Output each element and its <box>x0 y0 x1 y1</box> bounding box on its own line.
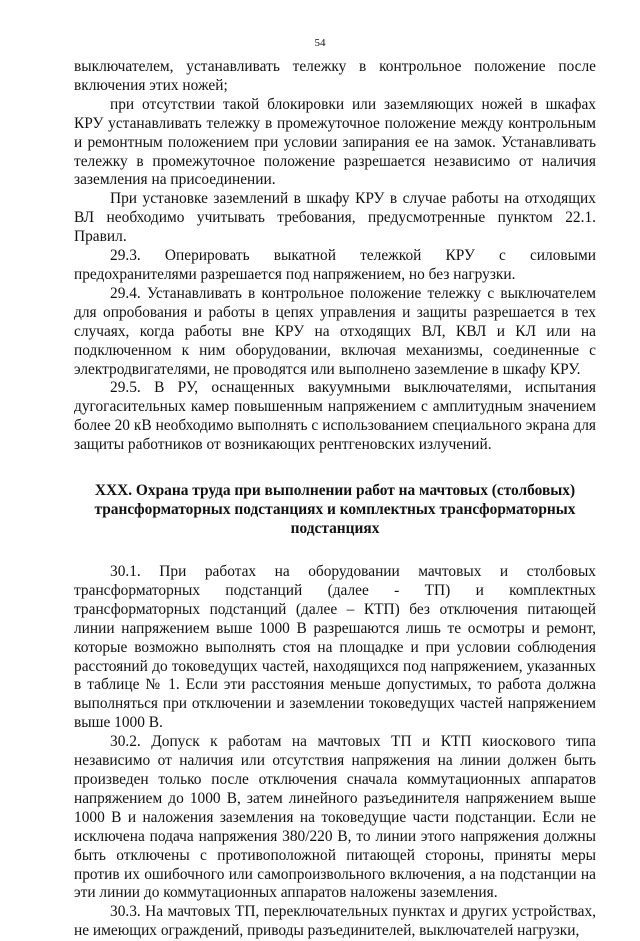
paragraphs-after-heading <box>74 563 596 941</box>
paragraphs-before-heading <box>74 58 596 455</box>
paragraph: 29.3. Оперировать выкатной тележкой КРУ с силовыми предохранителями разрешается под напряжением, но без нагрузки. <box>74 247 596 283</box>
paragraph: выключателем, устанавливать тележку в контрольное положение после включения этих ножей; <box>74 58 596 94</box>
paragraph: 29.4. Устанавливать в контрольное положение тележку с выключателем для опробования и работы в цепях управления и защиты разрешается в тех случаях, когда работы вне КРУ на отходящих ВЛ, КВЛ и КЛ или на подключенном к ним оборудовании, включая механизмы, соединенные с электродвигателями, не проводятся или выполнено заземление в шкафу КРУ. <box>74 284 596 378</box>
page-number: 54 <box>314 37 326 49</box>
section-heading: XXX. Охрана труда при выполнении работ на мачтовых (столбовых) трансформаторных подстанциях и комплектных трансформаторных подстанциях <box>94 482 576 538</box>
paragraph: При установке заземлений в шкафу КРУ в случае работы на отходящих ВЛ необходимо учитывать требования, предусмотренные пунктом 22.1. Правил. <box>74 190 596 246</box>
document-body <box>74 58 596 941</box>
paragraph: 30.1. При работах на оборудовании мачтовых и столбовых трансформаторных подстанций (далее - ТП) и комплектных трансформаторных подстанций (далее – КТП) без отключения питающей линии напряжением выше 1000 В разрешаются лишь те осмотры и ремонт, которые возможно выполнять стоя на площадке и при условии соблюдения расстояний до токоведущих частей, находящихся под напряжением, указанных в таблице № 1. Если эти расстояния меньше допустимых, то работа должна выполняться при отключении и заземлении токоведущих частей напряжением выше 1000 В. <box>74 563 596 732</box>
paragraph: 29.5. В РУ, оснащенных вакуумными выключателями, испытания дугогасительных камер повышенным напряжением с амплитудным значением более 20 кВ необходимо выполнять с использованием специального экрана для защиты работников от возникающих рентгеновских излучений. <box>74 379 596 454</box>
paragraph: 30.2. Допуск к работам на мачтовых ТП и КТП киоскового типа независимо от наличия или отсутствия напряжения на линии должен быть произведен только после отключения сначала коммутационных аппаратов напряжением до 1000 В, затем линейного разъединителя напряжением выше 1000 В и наложения заземления на токоведущие части подстанции. Если не исключена подача напряжения 380/220 В, то линии этого напряжения должны быть отключены с противоположной питающей стороны, приняты меры против их ошибочного или самопроизвольного включения, а на подстанции на эти линии до коммутационных аппаратов наложены заземления. <box>74 733 596 902</box>
paragraph: при отсутствии такой блокировки или заземляющих ножей в шкафах КРУ устанавливать тележку в промежуточное положение между контрольным и ремонтным положением при условии запирания ее на замок. Устанавливать тележку в промежуточное положение разрешается независимо от наличия заземления на присоединении. <box>74 95 596 189</box>
paragraph: 30.3. На мачтовых ТП, переключательных пунктах и других устройствах, не имеющих ограждений, приводы разъединителей, выключателей нагрузки, <box>74 903 596 940</box>
